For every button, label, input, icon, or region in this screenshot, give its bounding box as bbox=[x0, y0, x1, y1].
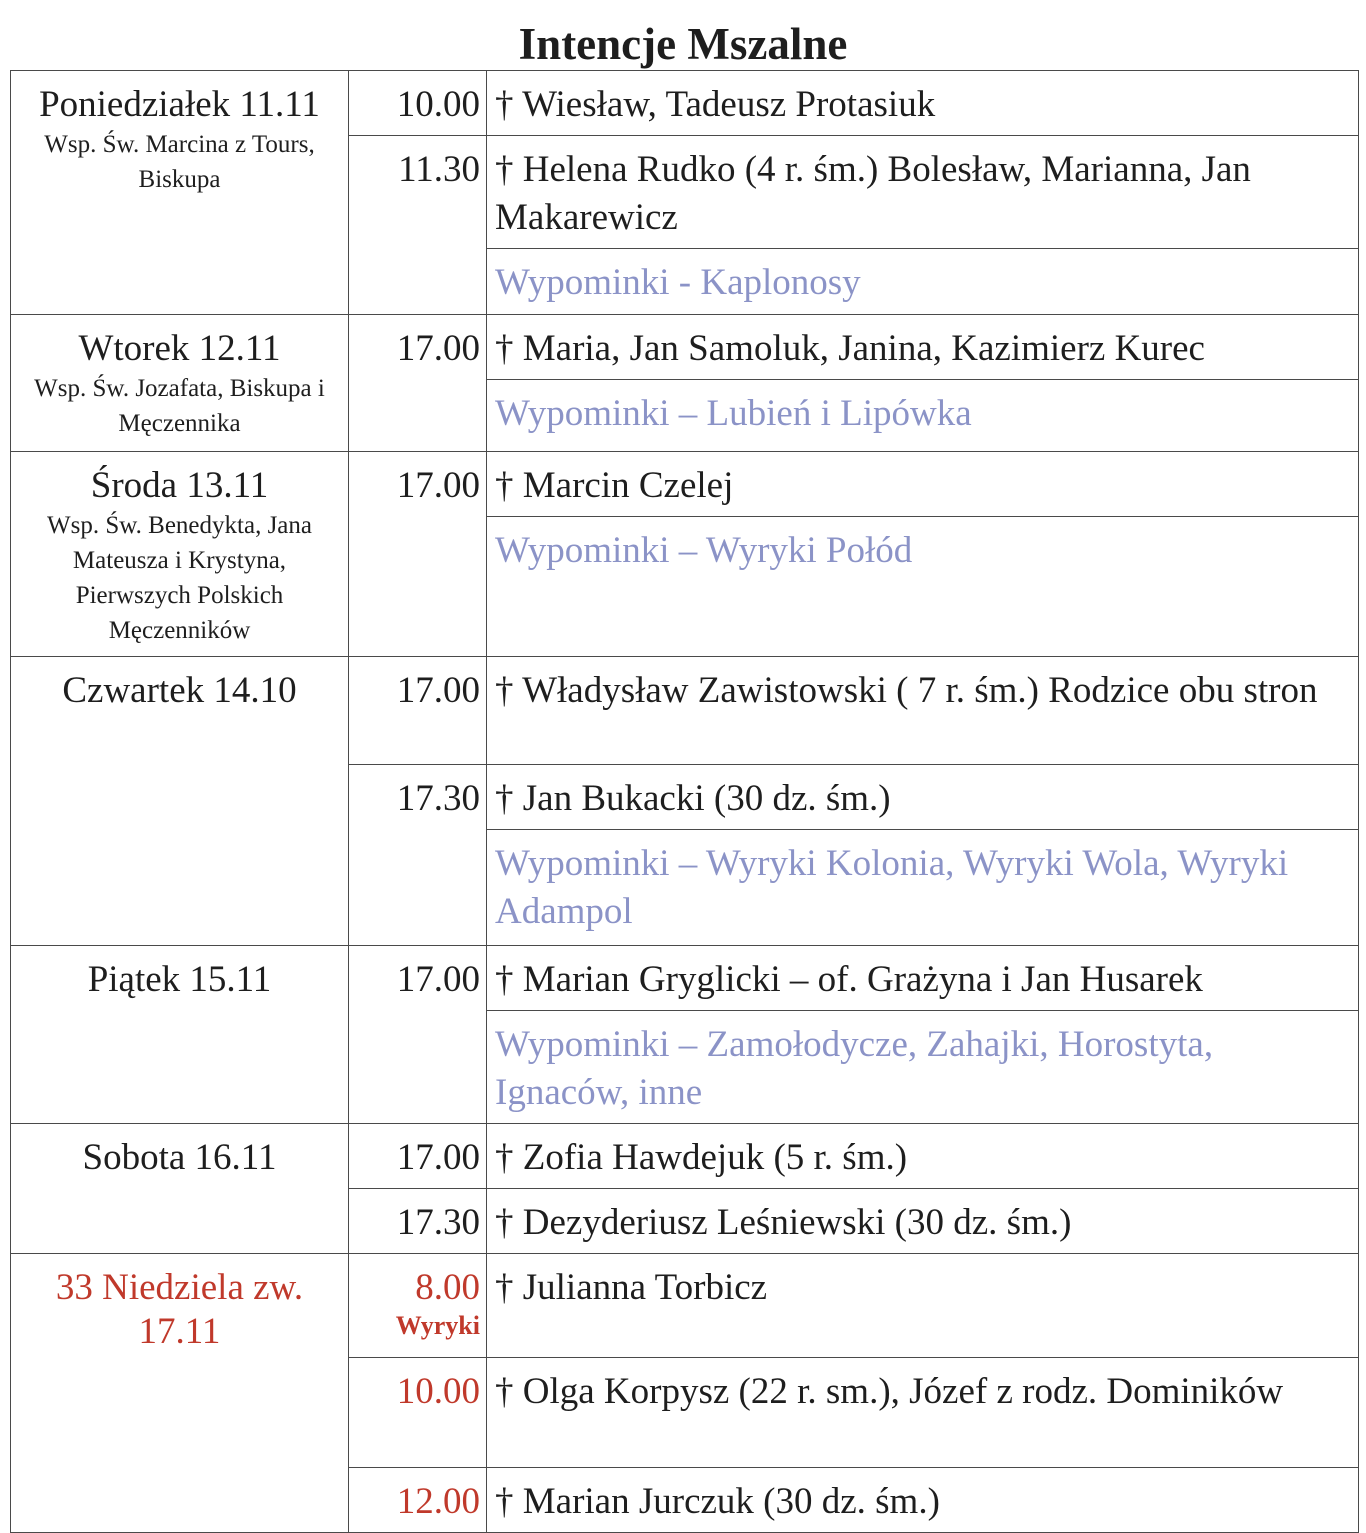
page-title: Intencje Mszalne bbox=[518, 19, 848, 69]
remembrance-note: Wypominki – Wyryki Kolonia, Wyryki Wola, Wyryki Adampol bbox=[487, 830, 1359, 946]
mass-time bbox=[349, 1254, 487, 1358]
day-saint: Wsp. Św. Benedykta, Jana Mateusza i Krystyna, Pierwszych Polskich Męczenników bbox=[47, 512, 312, 644]
remembrance-note: Wypominki – Wyryki Połód bbox=[487, 517, 1359, 657]
day-name: Wtorek 12.11 bbox=[78, 328, 281, 369]
mass-place: Wyryki bbox=[395, 1311, 480, 1340]
day-saint: Wsp. Św. Marcina z Tours, Biskupa bbox=[44, 131, 315, 193]
day-cell bbox=[11, 657, 349, 946]
mass-time: 17.30 bbox=[349, 1189, 487, 1254]
day-cell bbox=[11, 71, 349, 315]
intention: † Maria, Jan Samoluk, Janina, Kazimierz Kurec bbox=[487, 315, 1359, 380]
remembrance-note: Wypominki – Lubień i Lipówka bbox=[487, 380, 1359, 452]
mass-intentions-table bbox=[10, 70, 1359, 1533]
intention: † Marian Gryglicki – of. Grażyna i Jan Husarek bbox=[487, 946, 1359, 1011]
intention: † Marcin Czelej bbox=[487, 452, 1359, 517]
day-name: Czwartek 14.10 bbox=[62, 670, 297, 711]
intention: † Marian Jurczuk (30 dz. śm.) bbox=[487, 1468, 1359, 1533]
remembrance-note: Wypominki - Kaplonosy bbox=[487, 249, 1359, 315]
table-row bbox=[11, 315, 1359, 380]
intention: † Helena Rudko (4 r. śm.) Bolesław, Marianna, Jan Makarewicz bbox=[487, 136, 1359, 249]
mass-time: 10.00 bbox=[349, 71, 487, 136]
day-cell bbox=[11, 315, 349, 452]
mass-time: 17.00 bbox=[349, 452, 487, 657]
table-row bbox=[11, 71, 1359, 136]
intention: † Wiesław, Tadeusz Protasiuk bbox=[487, 71, 1359, 136]
table-row bbox=[11, 1254, 1359, 1358]
day-cell bbox=[11, 946, 349, 1124]
mass-time: 17.00 bbox=[349, 315, 487, 452]
table-row bbox=[11, 946, 1359, 1011]
mass-time: 17.30 bbox=[349, 765, 487, 946]
mass-time: 17.00 bbox=[349, 657, 487, 765]
mass-time-value: 8.00 bbox=[415, 1267, 480, 1308]
intention: † Zofia Hawdejuk (5 r. śm.) bbox=[487, 1124, 1359, 1189]
intention: † Jan Bukacki (30 dz. śm.) bbox=[487, 765, 1359, 830]
day-name: Środa 13.11 bbox=[90, 465, 269, 506]
intention: † Julianna Torbicz bbox=[487, 1254, 1359, 1358]
table-row bbox=[11, 452, 1359, 517]
day-saint: Wsp. Św. Jozafata, Biskupa i Męczennika bbox=[34, 375, 325, 437]
mass-time: 17.00 bbox=[349, 1124, 487, 1189]
intention: † Dezyderiusz Leśniewski (30 dz. śm.) bbox=[487, 1189, 1359, 1254]
day-cell bbox=[11, 452, 349, 657]
day-name: 33 Niedziela zw. 17.11 bbox=[55, 1267, 304, 1352]
day-name: Poniedziałek 11.11 bbox=[39, 84, 320, 125]
day-cell bbox=[11, 1124, 349, 1254]
table-row bbox=[11, 1124, 1359, 1189]
day-name: Sobota 16.11 bbox=[82, 1137, 277, 1178]
day-name: Piątek 15.11 bbox=[87, 959, 272, 1000]
day-cell bbox=[11, 1254, 349, 1533]
table-row bbox=[11, 657, 1359, 765]
mass-time: 10.00 bbox=[349, 1358, 487, 1468]
mass-time: 17.00 bbox=[349, 946, 487, 1124]
remembrance-note: Wypominki – Zamołodycze, Zahajki, Horostyta, Ignaców, inne bbox=[487, 1011, 1359, 1124]
intention: † Władysław Zawistowski ( 7 r. śm.) Rodzice obu stron bbox=[487, 657, 1359, 765]
intention: † Olga Korpysz (22 r. sm.), Józef z rodz. Dominików bbox=[487, 1358, 1359, 1468]
mass-time: 12.00 bbox=[349, 1468, 487, 1533]
mass-time: 11.30 bbox=[349, 136, 487, 315]
